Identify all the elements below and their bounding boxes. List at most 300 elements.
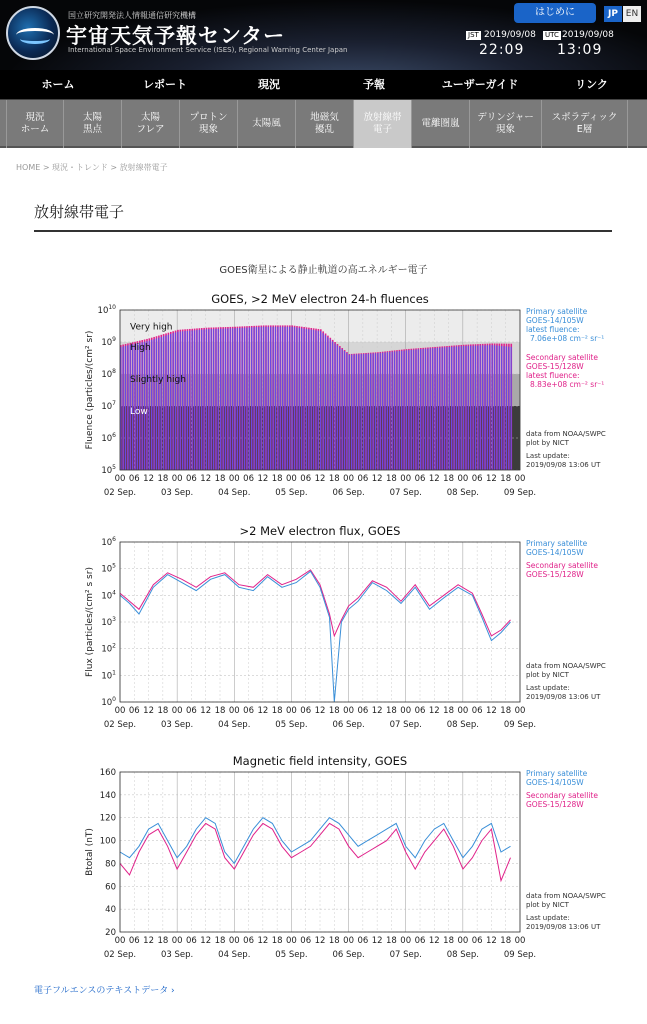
- x-day-label: 08 Sep.: [446, 488, 479, 498]
- legend-secondary-name: GOES-15/128W: [526, 362, 584, 371]
- chart-title: Magnetic field intensity, GOES: [232, 754, 408, 768]
- fluence-bar-primary: [272, 327, 273, 470]
- fluence-bar-primary: [270, 327, 271, 470]
- fluence-bar-primary: [510, 347, 511, 470]
- jst-date: 2019/09/08: [484, 30, 536, 40]
- x-tick-label: 18: [500, 706, 512, 716]
- lang-en-button[interactable]: EN: [623, 6, 641, 22]
- fluence-bar-primary: [199, 330, 200, 470]
- x-tick-label: 06: [357, 936, 369, 946]
- subnav-sporadic-e[interactable]: スポラディック E層: [542, 100, 628, 148]
- x-tick-label: 06: [128, 936, 140, 946]
- fluence-bar-primary: [310, 330, 311, 470]
- nav-links[interactable]: リンク: [575, 78, 608, 91]
- fluence-bar-primary: [313, 330, 314, 470]
- x-tick-label: 06: [414, 706, 426, 716]
- x-tick-label: 18: [443, 706, 454, 716]
- fluence-bar-primary: [258, 327, 259, 470]
- fluence-bar-primary: [413, 350, 414, 470]
- x-tick-label: 12: [428, 936, 440, 946]
- title-divider: [34, 230, 612, 232]
- fluence-bar-primary: [239, 328, 240, 470]
- x-tick-label: 06: [186, 706, 197, 716]
- nav-home[interactable]: ホーム: [41, 78, 75, 91]
- utc-label: UTC: [545, 31, 559, 39]
- x-tick-label: 12: [314, 474, 326, 484]
- x-tick-label: 00: [286, 936, 297, 946]
- y-tick-label: $10^3$: [101, 616, 116, 628]
- fluence-bar-primary: [382, 353, 383, 470]
- x-tick-label: 12: [486, 936, 497, 946]
- x-day-label: 05 Sep.: [275, 950, 308, 960]
- x-tick-label: 18: [271, 936, 283, 946]
- x-tick-label: 00: [457, 936, 469, 946]
- fluence-bar-primary: [180, 331, 181, 470]
- y-tick-exponent: 6: [112, 432, 116, 439]
- y-tick-label: 20: [105, 928, 116, 938]
- legend-secondary-latest: 8.83e+08 cm⁻² sr⁻¹: [530, 380, 605, 389]
- fluence-bar-primary: [318, 331, 319, 470]
- level-label: High: [130, 342, 151, 353]
- x-day-label: 06 Sep.: [332, 720, 365, 730]
- x-tick-label: 12: [314, 936, 326, 946]
- x-day-label: 09 Sep.: [503, 488, 537, 498]
- fluence-bar-primary: [263, 327, 264, 470]
- fluence-bar-primary: [153, 339, 154, 470]
- fluence-bar-primary: [234, 328, 235, 470]
- x-tick-label: 12: [200, 474, 212, 484]
- subnav-ionosphere[interactable]: 電離圏嵐: [412, 100, 470, 148]
- legend-update-label: Last update:: [526, 684, 570, 692]
- x-day-label: 07 Sep.: [389, 950, 422, 960]
- x-day-label: 02 Sep.: [103, 950, 137, 960]
- legend-primary-name: GOES-14/105W: [526, 548, 584, 557]
- fluence-bar-primary: [275, 327, 276, 470]
- y-tick-exponent: 5: [112, 562, 116, 570]
- org-name-en: International Space Environment Service (ISES), Regional Warning Center Japan: [68, 46, 348, 54]
- x-tick-label: 00: [114, 936, 126, 946]
- x-tick-label: 00: [400, 706, 412, 716]
- fluence-chart: [0, 288, 647, 513]
- legend-primary-latest-label: latest fluence:: [526, 325, 580, 334]
- ises-logo-icon[interactable]: [6, 6, 60, 60]
- y-tick-exponent: 8: [112, 368, 116, 375]
- fluence-bar-primary: [125, 346, 126, 470]
- jst-time: 22:09: [479, 42, 525, 58]
- x-tick-label: 18: [386, 474, 397, 484]
- x-day-label: 08 Sep.: [446, 720, 479, 730]
- fluence-bar-primary: [189, 331, 190, 470]
- x-tick-label: 18: [443, 936, 454, 946]
- fluence-bar-primary: [244, 328, 245, 470]
- fluence-bar-primary: [277, 327, 278, 470]
- fluence-bar-primary: [432, 348, 433, 470]
- fluence-bar-primary: [380, 353, 381, 470]
- fluence-bar-primary: [294, 327, 295, 470]
- fluence-bar-primary: [415, 350, 416, 470]
- nav-report[interactable]: レポート: [143, 78, 187, 91]
- x-day-label: 08 Sep.: [446, 950, 479, 960]
- fluence-bar-primary: [487, 345, 488, 470]
- x-tick-label: 12: [371, 474, 383, 484]
- fluence-bar-primary: [170, 334, 171, 470]
- level-label: Very high: [130, 322, 173, 333]
- y-tick-exponent: 0: [112, 696, 116, 703]
- x-tick-label: 06: [128, 474, 140, 484]
- x-tick-label: 12: [428, 474, 440, 484]
- fluence-bar-primary: [218, 329, 219, 470]
- fluence-bar-primary: [177, 332, 178, 470]
- fluence-bar-primary: [501, 346, 502, 470]
- x-tick-label: 00: [228, 936, 240, 946]
- fluence-bar-primary: [460, 346, 461, 470]
- fluence-bar-primary: [480, 345, 481, 470]
- fluence-bar-primary: [508, 347, 509, 470]
- fluence-bar-primary: [127, 345, 128, 470]
- x-day-label: 06 Sep.: [332, 950, 365, 960]
- y-tick-label: 160: [99, 768, 116, 778]
- x-tick-label: 00: [114, 706, 126, 716]
- fluence-bar-primary: [346, 353, 347, 470]
- x-tick-label: 18: [271, 474, 283, 484]
- x-tick-label: 12: [257, 706, 269, 716]
- fluence-bar-primary: [396, 351, 397, 470]
- fluence-bar-primary: [358, 354, 359, 470]
- fluence-bar-primary: [427, 349, 428, 470]
- series-line-secondary: [120, 823, 511, 880]
- x-tick-label: 00: [457, 706, 469, 716]
- site-title[interactable]: 宇宙天気予報センター: [66, 24, 286, 48]
- fluence-bar-primary: [449, 347, 450, 470]
- x-day-label: 04 Sep.: [218, 720, 251, 730]
- fluence-bar-primary: [299, 328, 300, 470]
- fluence-bar-primary: [265, 327, 266, 470]
- fluence-bar-primary: [356, 354, 357, 470]
- sub-nav: [0, 100, 647, 148]
- fluence-bar-primary: [465, 346, 466, 470]
- x-tick-label: 18: [443, 474, 454, 484]
- fluence-bar-primary: [308, 329, 309, 470]
- fluence-bar-primary: [453, 347, 454, 470]
- legend-secondary-name: GOES-15/128W: [526, 800, 584, 809]
- fluence-bar-primary: [146, 341, 147, 470]
- x-tick-label: 06: [128, 706, 140, 716]
- x-tick-label: 18: [328, 936, 340, 946]
- fluence-bar-primary: [430, 348, 431, 470]
- x-tick-label: 00: [343, 474, 354, 484]
- fluence-bar-primary: [287, 327, 288, 470]
- fluence-bar-primary: [291, 327, 292, 470]
- fluence-bar-primary: [441, 347, 442, 470]
- legend-primary-latest: 7.06e+08 cm⁻² sr⁻¹: [530, 334, 605, 343]
- x-tick-label: 00: [514, 474, 526, 484]
- fluence-bar-primary: [206, 329, 207, 470]
- x-tick-label: 12: [486, 706, 497, 716]
- fluence-bar-primary: [446, 347, 447, 470]
- y-tick-label: $10^2$: [101, 642, 116, 655]
- fluence-bar-primary: [322, 333, 323, 470]
- fluence-bar-primary: [208, 329, 209, 470]
- fluence-bar-primary: [160, 337, 161, 470]
- fluence-bar-primary: [387, 352, 388, 470]
- legend-update: 2019/09/08 13:06 UT: [526, 461, 601, 469]
- fluence-bar-primary: [122, 346, 123, 470]
- fluence-bar-primary: [401, 351, 402, 470]
- fluence-bar-primary: [360, 354, 361, 470]
- level-label: Slightly high: [130, 374, 186, 385]
- fluence-bar-primary: [182, 331, 183, 470]
- x-day-label: 03 Sep.: [161, 950, 194, 960]
- x-day-label: 09 Sep.: [503, 950, 537, 960]
- fluence-bar-primary: [168, 335, 169, 470]
- fluence-bar-primary: [375, 353, 376, 470]
- fluence-bar-primary: [468, 346, 469, 470]
- page-title: 放射線帯電子: [34, 203, 125, 221]
- fluence-bar-primary: [349, 355, 350, 470]
- fluence-bar-primary: [372, 353, 373, 470]
- y-tick-label: $10^0$: [101, 696, 116, 708]
- main-nav: [0, 70, 647, 100]
- fluence-bar-primary: [213, 329, 214, 470]
- fluence-bar-primary: [341, 349, 342, 470]
- fluence-bar-primary: [220, 329, 221, 470]
- fluence-bar-primary: [391, 352, 392, 470]
- x-tick-label: 00: [343, 706, 354, 716]
- x-tick-label: 12: [371, 706, 383, 716]
- fluence-bar-primary: [246, 328, 247, 470]
- x-tick-label: 18: [157, 936, 169, 946]
- fluence-bar-primary: [284, 327, 285, 470]
- fluence-bar-primary: [458, 346, 459, 470]
- fluence-bar-primary: [451, 347, 452, 470]
- y-tick-exponent: 9: [112, 336, 116, 343]
- fluence-bar-primary: [491, 345, 492, 470]
- legend-primary-name: GOES-14/105W: [526, 316, 584, 325]
- fluence-bar-primary: [232, 328, 233, 470]
- fluence-bar-primary: [370, 354, 371, 470]
- fluence-bar-primary: [306, 329, 307, 470]
- x-day-label: 04 Sep.: [218, 950, 251, 960]
- x-day-label: 05 Sep.: [275, 488, 308, 498]
- fluence-bar-primary: [296, 327, 297, 470]
- x-tick-label: 06: [243, 706, 254, 716]
- nav-forecast[interactable]: 予報: [363, 78, 385, 91]
- y-tick-label: 40: [105, 905, 116, 916]
- fluence-bar-primary: [289, 327, 290, 470]
- subnav-geomagnetic[interactable]: 地磁気 擾乱: [296, 100, 354, 148]
- fluence-bar-primary: [222, 329, 223, 470]
- fluence-bar-primary: [175, 332, 176, 470]
- legend-primary-label: Primary satellite: [526, 769, 588, 778]
- fluence-bar-primary: [408, 350, 409, 470]
- fluence-bar-primary: [151, 340, 152, 470]
- legend-update: 2019/09/08 13:06 UT: [526, 693, 601, 701]
- nav-current[interactable]: 現況: [258, 78, 280, 91]
- x-tick-label: 18: [214, 936, 226, 946]
- y-tick-exponent: 5: [112, 464, 116, 471]
- x-day-label: 03 Sep.: [161, 720, 194, 730]
- x-tick-label: 00: [343, 936, 354, 946]
- y-tick-label: 60: [105, 882, 116, 893]
- fluence-bar-primary: [241, 328, 242, 470]
- legend-primary-label: Primary satellite: [526, 539, 588, 548]
- x-tick-label: 18: [271, 706, 283, 716]
- y-tick-exponent: 6: [112, 536, 116, 543]
- fluence-bar-primary: [260, 327, 261, 470]
- fluence-bar-primary: [158, 338, 159, 470]
- x-day-label: 09 Sep.: [503, 720, 537, 730]
- fluence-bar-primary: [496, 346, 497, 470]
- fluence-bar-primary: [194, 330, 195, 470]
- x-tick-label: 06: [186, 474, 197, 484]
- x-tick-label: 18: [328, 706, 340, 716]
- x-tick-label: 06: [243, 474, 254, 484]
- fluence-bar-primary: [463, 346, 464, 470]
- fluence-bar-primary: [172, 333, 173, 470]
- fluence-bar-primary: [330, 339, 331, 470]
- fluence-bar-primary: [418, 349, 419, 470]
- y-tick-exponent: 4: [112, 589, 116, 597]
- x-tick-label: 00: [228, 706, 240, 716]
- fluence-bar-primary: [482, 345, 483, 470]
- subnav-proton[interactable]: プロトン 現象: [180, 100, 238, 148]
- subnav-flares[interactable]: 太陽 フレア: [122, 100, 180, 148]
- fluence-bar-primary: [191, 330, 192, 470]
- fluence-bar-primary: [484, 345, 485, 470]
- fluence-bar-primary: [303, 329, 304, 470]
- x-day-label: 06 Sep.: [332, 488, 365, 498]
- fluence-bar-primary: [163, 336, 164, 470]
- fluence-bar-primary: [251, 327, 252, 470]
- fluence-bar-primary: [437, 348, 438, 470]
- breadcrumb[interactable]: HOME > 現況・トレンド > 放射線帯電子: [16, 163, 168, 172]
- fluence-bar-primary: [337, 345, 338, 470]
- fluence-text-data-link[interactable]: 電子フルエンスのテキストデータ ›: [34, 986, 175, 996]
- x-tick-label: 18: [500, 936, 512, 946]
- y-tick-label: $10^4$: [101, 589, 116, 602]
- y-tick-label: $10^6$: [101, 432, 116, 444]
- fluence-bar-primary: [475, 346, 476, 470]
- x-day-label: 04 Sep.: [218, 488, 251, 498]
- x-tick-label: 12: [143, 474, 154, 484]
- fluence-bar-primary: [444, 347, 445, 470]
- fluence-bar-primary: [489, 345, 490, 470]
- fluence-bar-primary: [230, 328, 231, 470]
- y-tick-exponent: 7: [112, 400, 116, 407]
- fluence-bar-primary: [389, 352, 390, 470]
- x-tick-label: 06: [300, 706, 312, 716]
- y-tick-exponent: 10: [108, 304, 116, 311]
- fluence-bar-primary: [344, 351, 345, 470]
- x-tick-label: 18: [157, 474, 169, 484]
- x-tick-label: 00: [286, 706, 297, 716]
- fluence-bar-primary: [410, 350, 411, 470]
- x-tick-label: 18: [328, 474, 340, 484]
- fluence-bar-primary: [334, 343, 335, 470]
- x-tick-label: 06: [300, 936, 312, 946]
- fluence-bar-primary: [301, 328, 302, 470]
- legend-source: data from NOAA/SWPC: [526, 662, 606, 670]
- y-tick-label: $10^{10}$: [97, 304, 116, 316]
- fluence-bar-primary: [203, 329, 204, 470]
- fluence-bar-primary: [472, 346, 473, 470]
- x-tick-label: 06: [186, 936, 197, 946]
- fluence-bar-primary: [249, 327, 250, 470]
- x-tick-label: 12: [257, 474, 269, 484]
- level-label: Low: [130, 406, 148, 417]
- legend-update-label: Last update:: [526, 914, 570, 922]
- fluence-bar-primary: [403, 351, 404, 470]
- x-tick-label: 18: [386, 936, 397, 946]
- subnav-dellinger[interactable]: デリンジャー 現象: [470, 100, 542, 148]
- y-tick-label: $10^5$: [101, 562, 116, 575]
- x-tick-label: 12: [257, 936, 269, 946]
- y-tick-exponent: 1: [112, 669, 116, 677]
- fluence-bar-primary: [339, 347, 340, 470]
- subnav-current-home[interactable]: 現況 ホーム: [6, 100, 64, 148]
- x-tick-label: 06: [471, 706, 483, 716]
- fluence-bar-primary: [201, 330, 202, 470]
- fluence-bar-primary: [237, 328, 238, 470]
- nav-user-guide[interactable]: ユーザーガイド: [441, 78, 519, 91]
- legend-source: data from NOAA/SWPC: [526, 430, 606, 438]
- subnav-radiation-belt[interactable]: 放射線帯 電子: [354, 100, 412, 148]
- y-tick-label: 120: [99, 813, 116, 824]
- x-day-label: 07 Sep.: [389, 720, 422, 730]
- lang-jp-button[interactable]: JP: [604, 6, 622, 22]
- fluence-bar-primary: [227, 328, 228, 470]
- fluence-bar-primary: [268, 327, 269, 470]
- subnav-solar-wind[interactable]: 太陽風: [238, 100, 296, 148]
- fluence-bar-primary: [365, 354, 366, 470]
- legend-secondary-name: GOES-15/128W: [526, 570, 584, 579]
- x-tick-label: 18: [214, 706, 226, 716]
- fluence-bar-primary: [434, 348, 435, 470]
- series-line-primary: [120, 571, 511, 702]
- x-day-label: 02 Sep.: [103, 720, 137, 730]
- fluence-bar-primary: [315, 330, 316, 470]
- fluence-bar-primary: [494, 345, 495, 470]
- legend-update: 2019/09/08 13:06 UT: [526, 923, 601, 931]
- fluence-bar-primary: [210, 329, 211, 470]
- legend-source: data from NOAA/SWPC: [526, 892, 606, 900]
- fluence-bar-primary: [406, 350, 407, 470]
- x-day-label: 07 Sep.: [389, 488, 422, 498]
- subnav-sunspots[interactable]: 太陽 黒点: [64, 100, 122, 148]
- fluence-bar-primary: [156, 338, 157, 470]
- fluence-bar-primary: [420, 349, 421, 470]
- legend-plot-by: plot by NICT: [526, 671, 569, 679]
- y-tick-label: $10^7$: [101, 400, 116, 412]
- x-tick-label: 00: [400, 936, 412, 946]
- fluence-bar-primary: [470, 346, 471, 470]
- x-day-label: 02 Sep.: [103, 488, 137, 498]
- fluence-bar-primary: [320, 331, 321, 470]
- start-button[interactable]: はじめに: [514, 3, 596, 23]
- section-title: GOES衛星による静止軌道の高エネルギー電子: [219, 265, 428, 276]
- fluence-bar-primary: [215, 329, 216, 470]
- chart-title: GOES, >2 MeV electron 24-h fluences: [211, 292, 429, 306]
- jst-label: JST: [468, 31, 479, 39]
- utc-time: 13:09: [557, 42, 603, 58]
- chart-title: >2 MeV electron flux, GOES: [239, 524, 401, 538]
- fluence-bar-primary: [425, 349, 426, 470]
- fluence-bar-primary: [325, 335, 326, 470]
- fluence-bar-primary: [506, 346, 507, 470]
- x-tick-label: 06: [300, 474, 312, 484]
- x-tick-label: 00: [114, 474, 126, 484]
- legend-plot-by: plot by NICT: [526, 901, 569, 909]
